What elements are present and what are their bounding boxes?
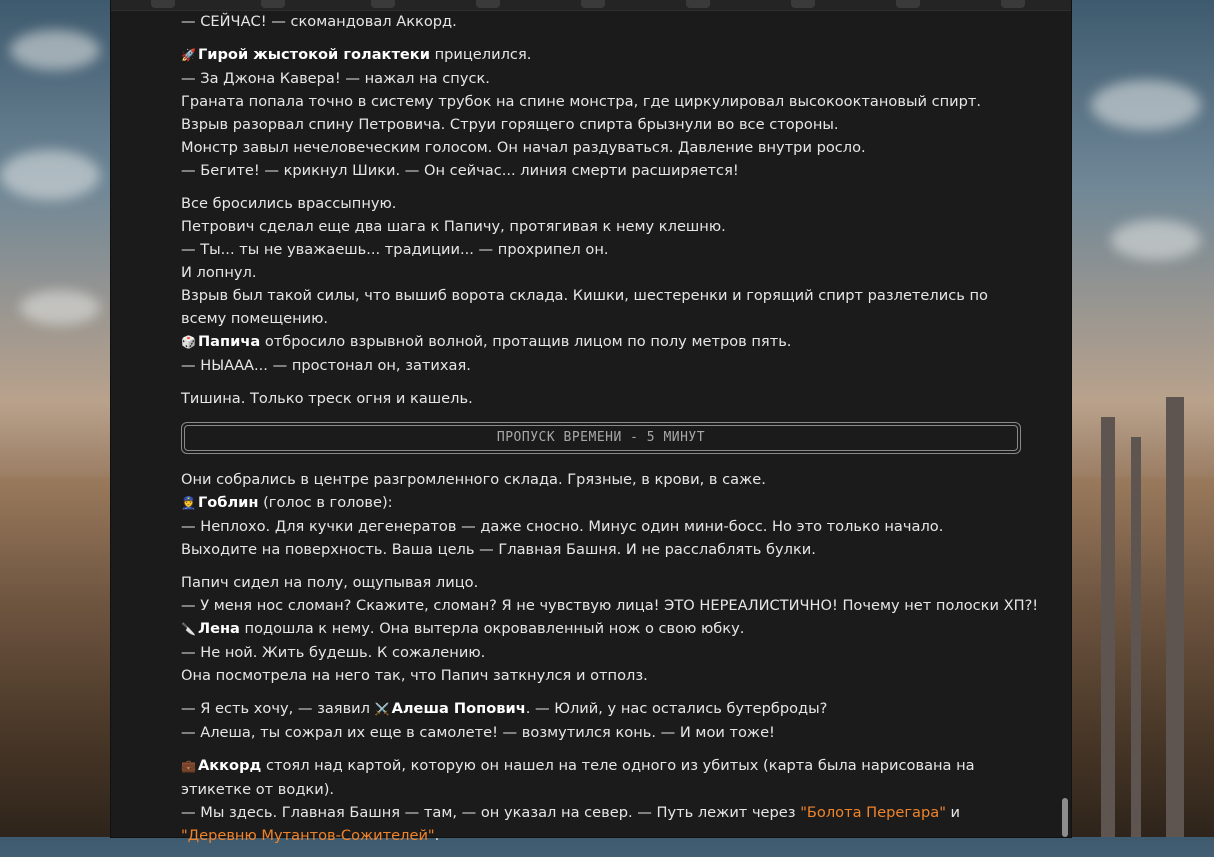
text-line: — Неплохо. Для кучки дегенератов — даже сносно. Минус один мини-босс. Но это только начало. Выходите на поверхность. Ваша цель — Главная Башня. И не расслаблять булки. <box>181 518 944 558</box>
text-fragment: — Мы здесь. Главная Башня — там, — он указал на север. — Путь лежит через <box>181 804 801 821</box>
paragraph <box>181 754 1021 847</box>
text-line: — Не ной. Жить будешь. К сожалению. <box>181 644 486 661</box>
text-line: — Бегите! — крикнул Шики. — Он сейчас... линия смерти расширяется! <box>181 162 739 179</box>
book-icon[interactable] <box>791 0 815 8</box>
dice-icon: 🎲 <box>181 335 196 349</box>
scrollbar-thumb[interactable] <box>1062 798 1068 837</box>
user-icon[interactable] <box>1001 0 1025 8</box>
text-line: Тишина. Только треск огня и кашель. <box>181 390 473 407</box>
text-line: Взрыв был такой силы, что вышиб ворота склада. Кишки, шестеренки и горящий спирт разлетелись по всему помещению. <box>181 287 988 327</box>
cloud <box>10 30 100 70</box>
text-fragment: подошла к нему. Она вытерла окровавленный нож о свою юбку. <box>239 620 745 637</box>
text-line: — У меня нос сломан? Скажите, сломан? Я не чувствую лица! ЭТО НЕРЕАЛИСТИЧНО! Почему нет полоски ХП?! <box>181 597 1039 614</box>
cloud <box>1091 80 1201 130</box>
police-icon: 👮 <box>181 496 196 510</box>
cloud <box>0 150 100 200</box>
character-name: Алеша Попович <box>391 700 526 717</box>
text-fragment: и <box>945 804 961 821</box>
text-line: Папич сидел на полу, ощупывая лицо. <box>181 574 479 591</box>
text-line <box>181 697 1021 721</box>
text-line <box>181 617 1021 641</box>
text-line: Граната попала точно в систему трубок на спине монстра, где циркулировал высокооктановый спирт. <box>181 93 982 110</box>
map-icon[interactable] <box>151 0 175 8</box>
ruin-spire <box>1101 417 1115 837</box>
story-panel <box>111 0 1071 844</box>
text-fragment: стоял над картой, которую он нашел на теле одного из убитых (карта была нарисована на этикетке от водки). <box>181 757 975 798</box>
story-text <box>181 10 1039 857</box>
character-name: Гоблин <box>197 494 259 511</box>
text-fragment: отбросило взрывной волной, протащив лицом по полу метров пять. <box>260 333 792 350</box>
text-line <box>181 801 1021 847</box>
text-line: Взрыв разорвал спину Петровича. Струи горящего спирта брызнули во все стороны. <box>181 116 839 133</box>
paragraph <box>181 43 1021 182</box>
character-name: Папича <box>197 333 261 350</box>
text-line <box>181 330 1021 354</box>
desert-ground <box>0 477 111 837</box>
text-fragment: — Я есть хочу, — заявил <box>181 700 375 717</box>
dragon-icon[interactable] <box>581 0 605 8</box>
text-fragment: (голос в голове): <box>258 494 393 511</box>
paragraph <box>181 697 1021 744</box>
scales-icon[interactable] <box>371 0 395 8</box>
paragraph <box>181 571 1039 687</box>
text-line: — СЕЙЧАС! — скомандовал Аккорд. <box>181 13 457 30</box>
text-line: — Ты... ты не уважаешь... традиции... — прохрипел он. <box>181 241 609 258</box>
text-line: Они собрались в центре разгромленного склада. Грязные, в крови, в саже. <box>181 471 766 488</box>
text-line <box>181 491 1021 515</box>
text-line: И лопнул. <box>181 264 257 281</box>
rocket-icon: 🚀 <box>181 48 196 62</box>
background-left <box>0 0 111 837</box>
cloud <box>20 290 100 325</box>
cloud <box>1111 220 1201 260</box>
text-fragment: . — Юлий, у нас остались бутерброды? <box>525 700 828 717</box>
paragraph <box>181 10 1021 33</box>
bag-icon[interactable] <box>476 0 500 8</box>
paragraph <box>181 387 1021 410</box>
text-line <box>181 43 1021 67</box>
desert-ground <box>1071 477 1214 837</box>
crossed-swords-icon: ⚔️ <box>374 702 390 716</box>
location-link[interactable]: "Болота Перегара" <box>800 804 946 821</box>
text-line: Монстр завыл нечеловеческим голосом. Он начал раздуваться. Давление внутри росло. <box>181 139 866 156</box>
background-right <box>1071 0 1214 837</box>
help-icon[interactable] <box>896 0 920 8</box>
character-name: Лена <box>197 620 240 637</box>
text-line: Петрович сделал еще два шага к Папичу, протягивая к нему клешню. <box>181 218 726 235</box>
text-line: — НЫААА... — простонал он, затихая. <box>181 357 471 374</box>
time-skip-banner <box>181 422 1021 454</box>
text-fragment: прицелился. <box>429 46 532 63</box>
text-line: — Алеша, ты сожрал их еще в самолете! — возмутился конь. — И мои тоже! <box>181 724 775 741</box>
text-fragment: . <box>434 827 440 844</box>
knife-icon: 🔪 <box>181 622 196 636</box>
ruin-spire <box>1131 437 1141 837</box>
text-line: — За Джона Кавера! — нажал на спуск. <box>181 70 490 87</box>
text-line: Она посмотрела на него так, что Папич заткнулся и отполз. <box>181 667 648 684</box>
time-skip-label: ПРОПУСК ВРЕМЕНИ - 5 МИНУТ <box>184 425 1018 451</box>
ruin-spire <box>1166 397 1184 837</box>
location-link[interactable]: "Деревню Мутантов-Сожителей" <box>181 827 435 844</box>
text-line <box>181 754 1021 801</box>
briefcase-icon: 💼 <box>181 759 196 773</box>
paragraph <box>181 192 1021 377</box>
character-name: Гирой жыстокой голактеки <box>197 46 430 63</box>
bed-icon[interactable] <box>686 0 710 8</box>
paragraph <box>181 468 1021 561</box>
wand-icon[interactable] <box>261 0 285 8</box>
text-line: Все бросились врассыпную. <box>181 195 397 212</box>
character-name: Аккорд <box>197 757 262 774</box>
